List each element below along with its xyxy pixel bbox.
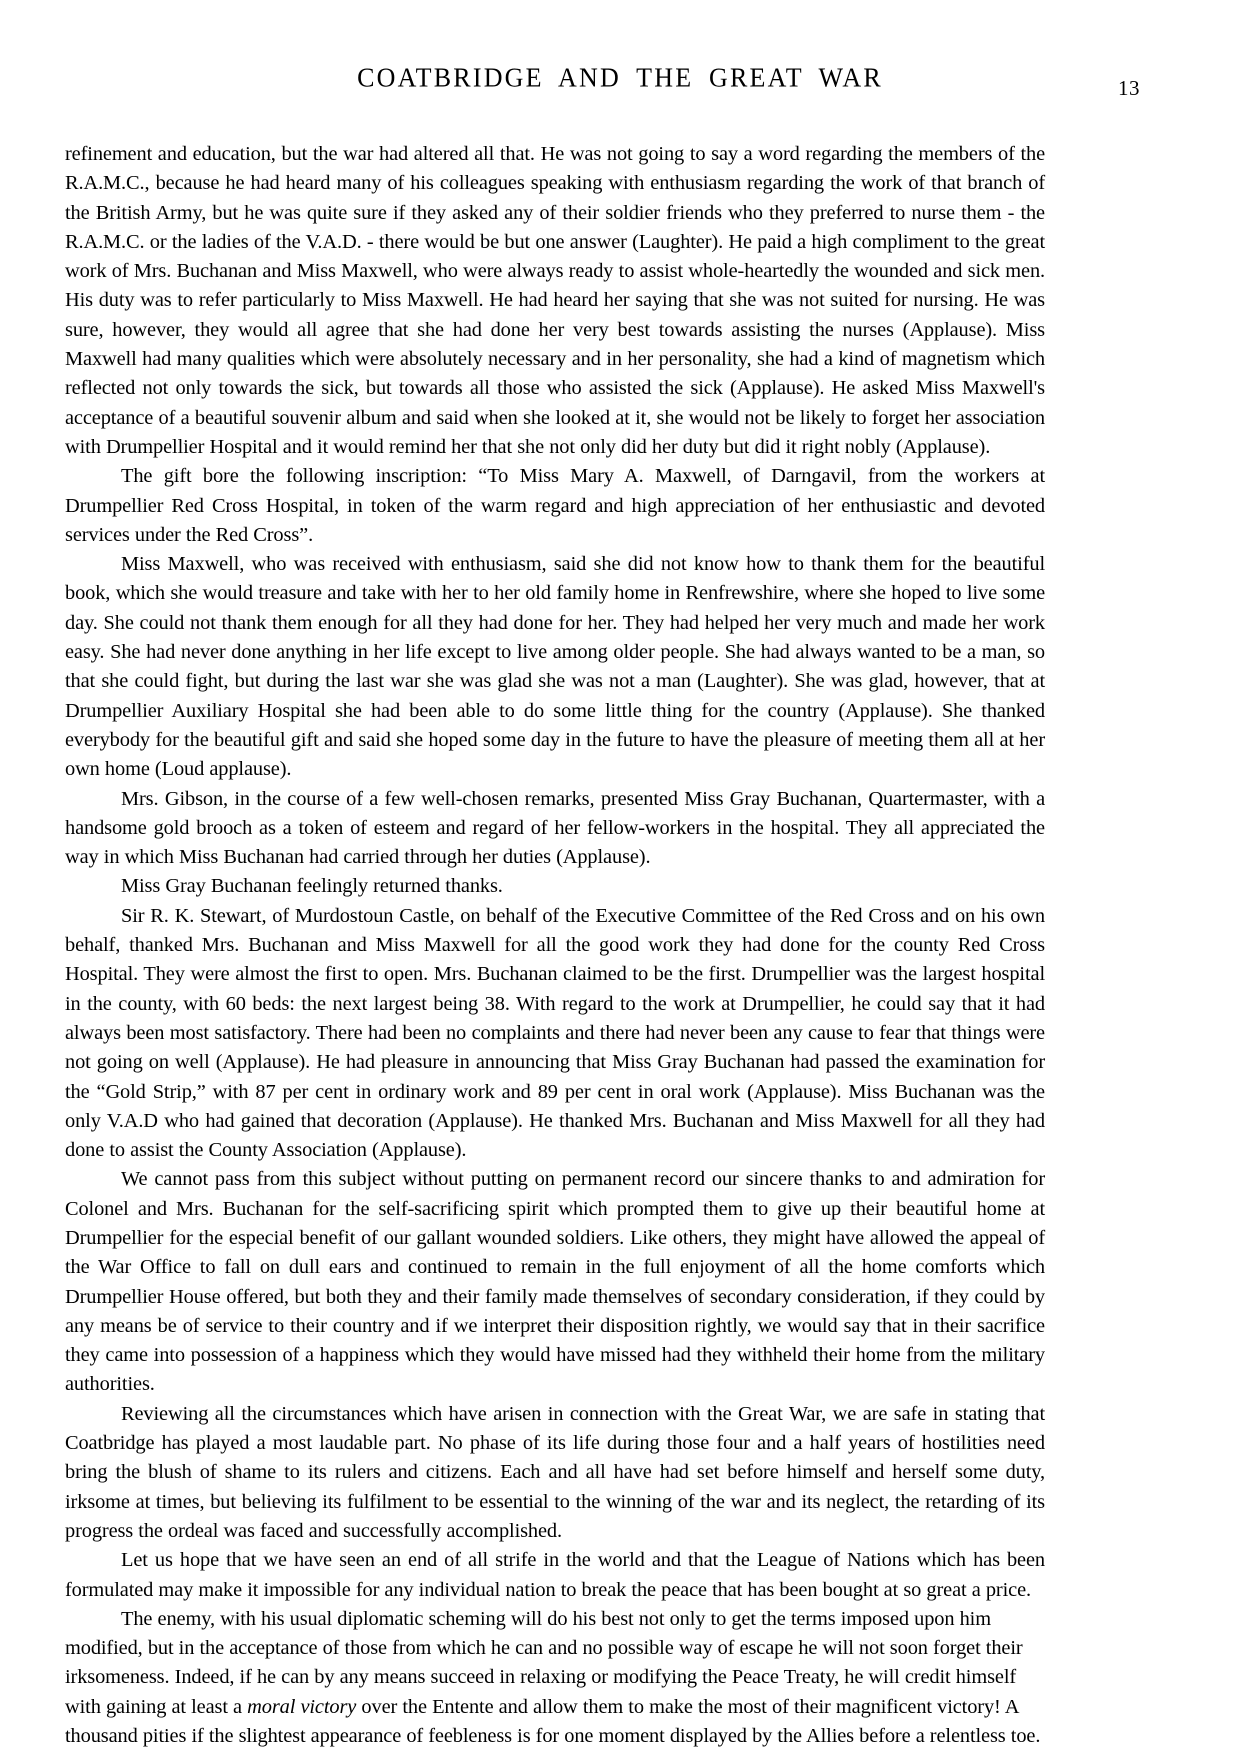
paragraph-p4-mrs-gibson: Mrs. Gibson, in the course of a few well-chosen remarks, presented Miss Gray Buchanan, Quartermaster, with a handsome gold brooch as a token of esteem and regard of her fellow-workers in the hospital. They all appreciated the way in which Miss Buchanan had carried through her duties (Applause). — [65, 787, 1045, 869]
running-head — [65, 64, 1175, 104]
paragraph-p3-miss-maxwell-thanks: Miss Maxwell, who was received with enthusiasm, said she did not know how to thank them for the beautiful book, which she would treasure and take with her to her old family home in Renfrewshire, where she hoped to live some day. She could not thank them enough for all they had done for her. They had helped her very much and made her work easy. She had never done anything in her life except to live among older people. She had always wanted to be a man, so that she could fight, but during the last war she was glad she was not a man (Laughter). She was glad, however, that at Drumpellier Auxiliary Hospital she had been able to do some little thing for the country (Applause). She thanked everybody for the beautiful gift and said she hoped some day in the future to have the pleasure of meeting them all at her own home (Loud applause). — [65, 553, 1045, 781]
emphasis-text: moral victory — [247, 1695, 357, 1718]
paragraph-p1-refinement: refinement and education, but the war had altered all that. He was not going to say a word regarding the members of the R.A.M.C., because he had heard many of his colleagues speaking with enthusiasm regarding the work of that branch of the British Army, but he was quite sure if they asked any of their soldier friends who they preferred to nurse them - the R.A.M.C. or the ladies of the V.A.D. - there would be but one answer (Laughter). He paid a high compliment to the great work of Mrs. Buchanan and Miss Maxwell, who were always ready to assist whole-heartedly the wounded and sick men. His duty was to refer particularly to Miss Maxwell. He had heard her saying that she was not suited for nursing. He was sure, however, they would all agree that she had done her very best towards assisting the nurses (Applause). Miss Maxwell had many qualities which were absolutely necessary and in her personality, she had a kind of magnetism which reflected not only towards the sick, but towards all those who assisted the sick (Applause). He asked Miss Maxwell's acceptance of a beautiful souvenir album and said when she looked at it, she would not be likely to forget her association with Drumpellier Hospital and it would remind her that she not only did her duty but did it right nobly (Applause). — [65, 143, 1045, 458]
paragraph-text-run: over the Entente and allow them to make the most of their magnificent victory! A thousand pities if the slightest appearance of feebleness is for one moment displayed by the Allies before a relentless toe. — [65, 1695, 1041, 1748]
paragraph-p5-gray-buchanan-thanks: Miss Gray Buchanan feelingly returned thanks. — [121, 875, 503, 898]
paragraph-p2-inscription: The gift bore the following inscription: “To Miss Mary A. Maxwell, of Darngavil, from the workers at Drumpellier Red Cross Hospital, in token of the warm regard and high appreciation of her enthusiastic and devoted services under the Red Cross”. — [65, 465, 1045, 546]
page-title: COATBRIDGE AND THE GREAT WAR — [357, 62, 883, 93]
body-text-block — [65, 140, 1045, 1751]
paragraph-p9-let-us-hope: Let us hope that we have seen an end of all strife in the world and that the League of Nations which has been formulated may make it impossible for any individual nation to break the peace that has been bought at so great a price. — [65, 1549, 1045, 1601]
paragraph-p7-we-cannot-pass: We cannot pass from this subject without putting on permanent record our sincere thanks to and admiration for Colonel and Mrs. Buchanan for the self-sacrificing spirit which prompted them to give up their beautiful home at Drumpellier for the especial benefit of our gallant wounded soldiers. Like others, they might have allowed the appeal of the War Office to fall on dull ears and continued to remain in the full enjoyment of all the home comforts which Drumpellier House offered, but both they and their family made themselves of secondary consideration, if they could by any means be of service to their country and if we interpret their disposition rightly, we would say that in their sacrifice they came into possession of a happiness which they would have missed had they withheld their home from the military authorities. — [65, 1168, 1045, 1396]
page-number: 13 — [1118, 76, 1140, 100]
paragraph-p8-reviewing: Reviewing all the circumstances which have arisen in connection with the Great War, we are safe in stating that Coatbridge has played a most laudable part. No phase of its life during those four and a half years of hostilities need bring the blush of shame to its rulers and citizens. Each and all have had set before himself and herself some duty, irksome at times, but believing its fulfilment to be essential to the winning of the war and its neglect, the retarding of its progress the ordeal was faced and successfully accomplished. — [65, 1402, 1045, 1542]
paragraph-text-run: The enemy, with his usual diplomatic scheming will do his best not only to get the terms imposed upon him modified, but in the acceptance of those from which he can and no possible way of escape he will not soon forget their irksomeness. Indeed, if he can by any means succeed in relaxing or modifying the Peace Treaty, he will credit himself with gaining at least a — [65, 1607, 1023, 1718]
paragraph-p10-the-enemy — [65, 1605, 1045, 1751]
paragraph-p6-sir-rk-stewart: Sir R. K. Stewart, of Murdostoun Castle, on behalf of the Executive Committee of the Red Cross and on his own behalf, thanked Mrs. Buchanan and Miss Maxwell for all the good work they had done for the county Red Cross Hospital. They were almost the first to open. Mrs. Buchanan claimed to be the first. Drumpellier was the largest hospital in the county, with 60 beds: the next largest being 38. With regard to the work at Drumpellier, he could say that it had always been most satisfactory. There had been no complaints and there had never been any cause to fear that things were not going on well (Applause). He had pleasure in announcing that Miss Gray Buchanan had passed the examination for the “Gold Strip,” with 87 per cent in ordinary work and 89 per cent in oral work (Applause). Miss Buchanan was the only V.A.D who had gained that decoration (Applause). He thanked Mrs. Buchanan and Miss Maxwell for all they had done to assist the County Association (Applause). — [65, 904, 1045, 1162]
